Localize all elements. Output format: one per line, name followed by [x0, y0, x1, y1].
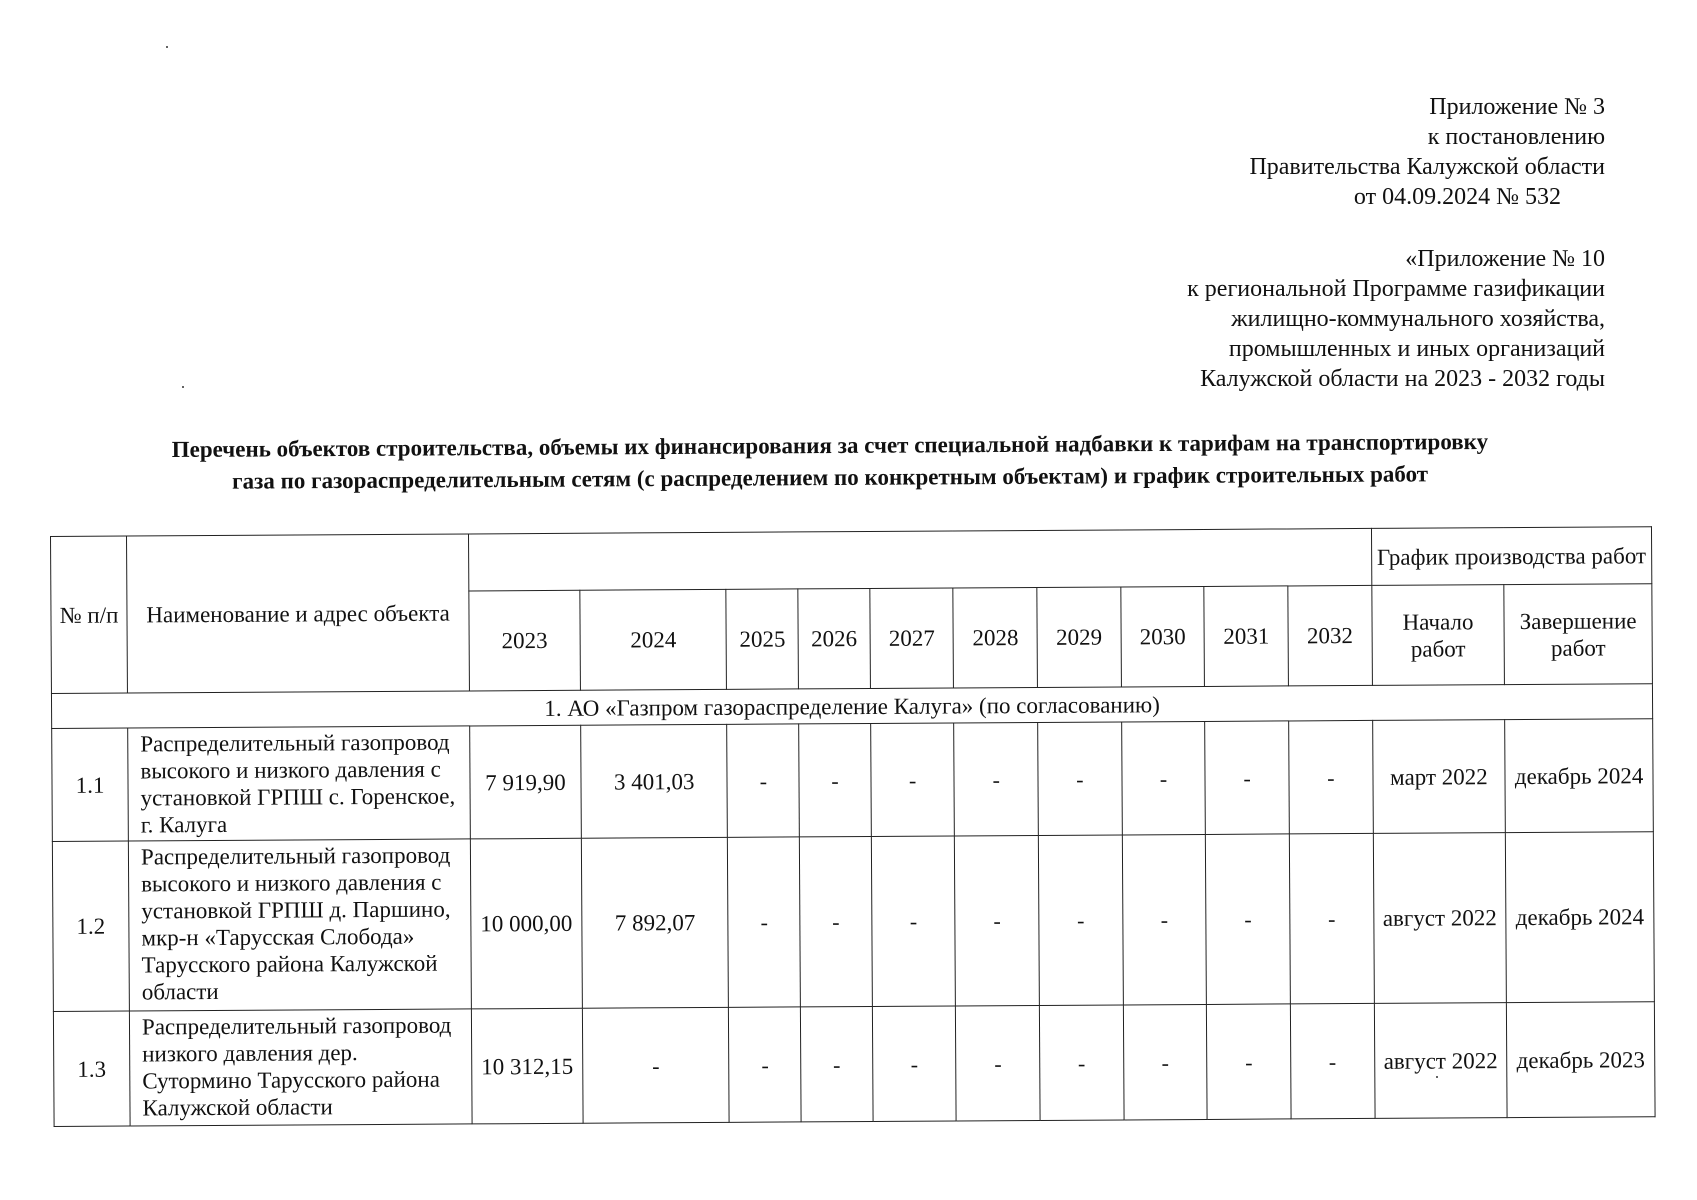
title-line-1: Перечень объектов строительства, объемы их финансирования за счет специальной надбавки к тарифам на транспортировку [171, 428, 1489, 463]
section-title: 1. АО «Газпром газораспределение Калуга» (по согласованию) [51, 684, 1652, 729]
objects-table [50, 526, 1656, 1127]
title-line-2: газа по газораспределительным сетям (с распределением по конкретным объектам) и график строительных работ [232, 461, 1429, 494]
header-name: Наименование и адрес объекта [127, 534, 470, 693]
row-value-2027: - [870, 723, 954, 837]
row-object-name: Распределительный газопровод высокого и низкого давления с установкой ГРПШ д. Паршино, мкр-н «Тарусская Слобода» Тарусского района Калужской области [128, 839, 471, 1011]
row-value-2023: 10 312,15 [472, 1008, 583, 1124]
row-value-2025: - [729, 1007, 801, 1122]
program-line-4: промышленных и иных организаций [1228, 336, 1605, 362]
row-value-2026: - [799, 723, 871, 836]
program-appendix-number: «Приложение № 10 [1405, 246, 1605, 272]
scan-speck [182, 386, 184, 388]
row-value-2025: - [728, 837, 801, 1007]
objects-table-wrapper [50, 526, 1656, 1127]
row-number: 1.3 [53, 1011, 130, 1126]
program-line-2: к региональной Программе газификации [1187, 276, 1605, 302]
program-line-3: жилищно-коммунального хозяйства, [1231, 306, 1605, 332]
header-year: 2029 [1037, 587, 1121, 688]
row-value-2026: - [800, 836, 873, 1006]
row-value-2028: - [956, 1005, 1040, 1121]
row-end: декабрь 2023 [1507, 1002, 1656, 1118]
header-year: 2026 [798, 588, 870, 688]
header-schedule: График производства работ [1371, 527, 1652, 586]
appendix-ref: к постановлению [1427, 124, 1605, 150]
header-year: 2024 [580, 589, 727, 690]
header-year: 2028 [953, 587, 1037, 688]
row-value-2029: - [1039, 1005, 1123, 1121]
row-end: декабрь 2024 [1505, 719, 1654, 833]
program-header [1187, 244, 1605, 394]
row-number: 1.1 [52, 728, 129, 841]
header-end: Завершение работ [1504, 584, 1652, 685]
row-start: август 2022 [1374, 1003, 1507, 1119]
row-value-2023: 7 919,90 [470, 725, 581, 839]
row-value-2027: - [872, 1006, 956, 1122]
appendix-number: Приложение № 3 [1429, 94, 1605, 120]
row-start: август 2022 [1373, 833, 1507, 1004]
row-value-2032: - [1289, 720, 1373, 834]
row-start: март 2022 [1372, 720, 1505, 834]
table-row [53, 1002, 1655, 1127]
header-year: 2027 [870, 588, 954, 689]
appendix-authority: Правительства Калужской области [1249, 154, 1605, 180]
row-value-2024: 7 892,07 [581, 837, 729, 1008]
row-value-2025: - [727, 724, 799, 837]
row-value-2024: - [582, 1007, 729, 1123]
row-value-2029: - [1038, 722, 1122, 836]
row-object-name: Распределительный газопровод низкого давления дер. Сутормино Тарусского района Калужской области [129, 1009, 472, 1126]
table-row [52, 832, 1654, 1012]
row-value-2032: - [1289, 833, 1374, 1004]
row-value-2032: - [1290, 1003, 1374, 1119]
scan-speck [166, 46, 168, 48]
row-value-2029: - [1038, 835, 1123, 1006]
appendix-date: от 04.09.2024 № 532 [1353, 184, 1561, 210]
row-value-2023: 10 000,00 [470, 838, 582, 1009]
document-title [60, 425, 1600, 498]
row-value-2030: - [1123, 1004, 1207, 1120]
row-value-2031: - [1205, 721, 1289, 835]
row-value-2026: - [801, 1006, 873, 1121]
row-number: 1.2 [52, 841, 129, 1011]
header-years-group [469, 528, 1372, 591]
row-value-2028: - [954, 722, 1038, 836]
header-year: 2025 [726, 589, 798, 689]
header-year: 2031 [1204, 586, 1288, 687]
appendix-header [1249, 92, 1605, 212]
header-year: 2030 [1121, 586, 1205, 687]
row-value-2027: - [871, 836, 956, 1007]
header-year: 2023 [469, 590, 580, 691]
row-object-name: Распределительный газопровод высокого и низкого давления с установкой ГРПШ с. Горенское, г. Калуга [128, 726, 471, 841]
row-value-2030: - [1122, 834, 1207, 1005]
header-start: Начало работ [1372, 585, 1505, 686]
program-line-5: Калужской области на 2023 - 2032 годы [1200, 366, 1605, 392]
row-value-2031: - [1206, 834, 1291, 1005]
row-value-2024: 3 401,03 [581, 724, 728, 838]
header-year: 2032 [1288, 585, 1372, 686]
row-value-2028: - [955, 835, 1040, 1006]
row-value-2030: - [1121, 721, 1205, 835]
row-end: декабрь 2024 [1506, 832, 1655, 1003]
row-value-2031: - [1207, 1004, 1291, 1120]
table-row [52, 719, 1654, 842]
header-number: № п/п [51, 536, 128, 693]
